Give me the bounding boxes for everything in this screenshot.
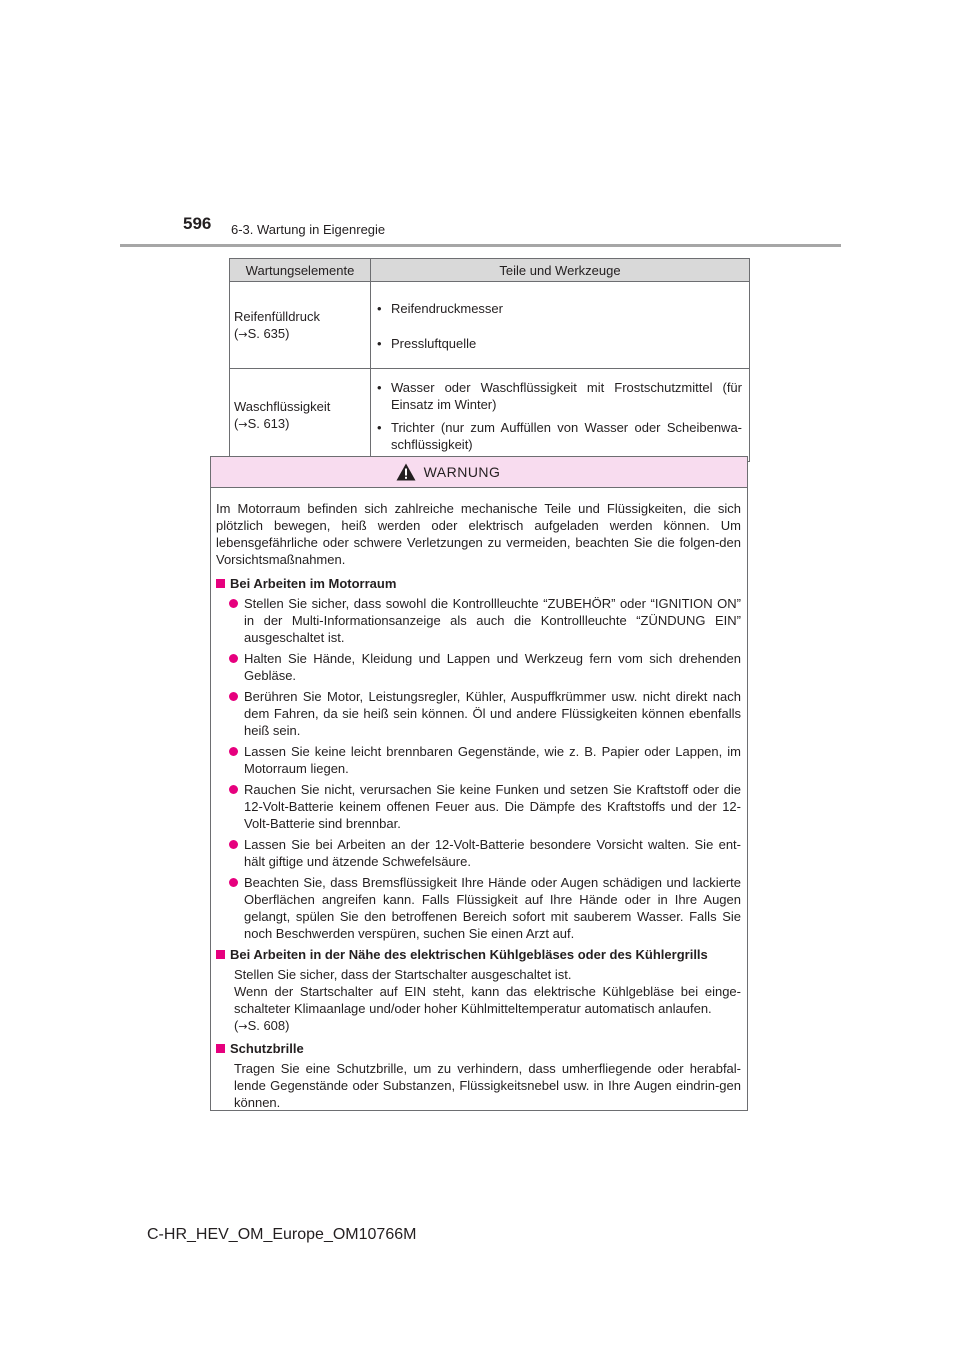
circle-bullet-icon	[229, 747, 238, 756]
table-cell-tools	[371, 369, 750, 462]
warning-box	[210, 456, 748, 1111]
warning-point: Halten Sie Hände, Kleidung und Lappen und Werkzeug fern vom sich drehenden Gebläse.	[229, 650, 741, 684]
circle-bullet-icon	[229, 692, 238, 701]
warning-point: Rauchen Sie nicht, verursachen Sie keine Funken und setzen Sie Kraftstoff oder die 12-Volt-Batterie keinem offenen Feuer aus. Die Dämpfe des Kraftstoffs und der 12-Volt-Batterie sind brennbar.	[229, 781, 741, 832]
bullet-icon: •	[377, 420, 382, 435]
circle-bullet-icon	[229, 840, 238, 849]
item-page-reference: (→S. 635)	[234, 325, 290, 341]
list-item: • Pressluftquelle	[377, 336, 477, 351]
warning-section-heading: Bei Arbeiten im Motorraum	[216, 575, 741, 592]
warning-point: Berühren Sie Motor, Leistungsregler, Kühler, Auspuffkrümmer usw. nicht direkt nach dem Fahren, da sie heiß sein können. Öl und andere Flüssigkeiten können ebenfalls heiß sein.	[229, 688, 741, 739]
list-item: • Trichter (nur zum Auffüllen von Wasser oder Scheibenwa-schflüssigkeit)	[377, 420, 742, 452]
arrow-right-icon: →	[238, 417, 248, 431]
table-header-row	[230, 259, 750, 282]
circle-bullet-icon	[229, 599, 238, 608]
section-title: 6-3. Wartung in Eigenregie	[231, 222, 386, 237]
item-name: Reifenfülldruck	[234, 308, 320, 324]
column-header-items: Wartungselemente	[230, 259, 371, 282]
bullet-icon: •	[377, 380, 382, 395]
bullet-icon: •	[377, 336, 382, 351]
warning-triangle-icon	[396, 463, 416, 481]
warning-title: WARNUNG	[423, 464, 501, 480]
header-divider	[120, 244, 841, 247]
warning-point: Lassen Sie bei Arbeiten an der 12-Volt-Batterie besondere Vorsicht walten. Sie ent-hält giftige und ätzende Schwefelsäure.	[229, 836, 741, 870]
page-number: 596	[183, 214, 212, 233]
item-page-reference: (→S. 613)	[234, 415, 290, 431]
warning-point: Beachten Sie, dass Bremsflüssigkeit Ihre Hände oder Augen schädigen und lackierte Oberflächen angreifen kann. Falls Flüssigkeit auf Ihre Hände oder in Ihre Augen gelangt, spülen Sie den betroffenen Bereich sofort mit sauberem Wasser. Falls Sie noch Beschwerden verspüren, suchen Sie einen Arzt auf.	[229, 874, 741, 942]
warning-section-heading: Schutzbrille	[216, 1040, 741, 1057]
square-bullet-icon	[216, 579, 225, 588]
bullet-icon: •	[377, 301, 382, 316]
list-item: • Wasser oder Waschflüssigkeit mit Frostschutzmittel (für Einsatz im Winter)	[377, 380, 742, 412]
warning-intro: Im Motorraum befinden sich zahlreiche mechanische Teile und Flüssigkeiten, die sich plötzlich bewegen, heiß werden oder elektrisch aufgeladen werden können. Um lebensgefährliche oder schwere Verletzungen zu vermeiden, beachten Sie die folgen-den Vorsichtsmaßnahmen.	[216, 501, 741, 567]
table-cell-item	[230, 282, 371, 369]
table-cell-item	[230, 369, 371, 462]
circle-bullet-icon	[229, 785, 238, 794]
arrow-right-icon: →	[238, 327, 248, 341]
warning-section-heading: Bei Arbeiten in der Nähe des elektrischen Kühlgebläses oder des Kühlergrills	[216, 946, 741, 963]
warning-header	[211, 457, 747, 488]
warning-point: Stellen Sie sicher, dass sowohl die Kontrollleuchte “ZUBEHÖR” oder “IGNITION ON” in der Multi-Informationsanzeige als auch die Kontrollleuchte “ZÜNDUNG EIN” ausgeschaltet ist.	[229, 595, 741, 646]
circle-bullet-icon	[229, 654, 238, 663]
circle-bullet-icon	[229, 878, 238, 887]
column-header-tools: Teile und Werkzeuge	[371, 259, 750, 282]
table-row	[230, 369, 750, 462]
warning-point: Lassen Sie keine leicht brennbaren Gegenstände, wie z. B. Papier oder Lappen, im Motorraum liegen.	[229, 743, 741, 777]
warning-body	[211, 488, 747, 1111]
item-name: Waschflüssigkeit	[234, 398, 331, 414]
warning-section-text: Tragen Sie eine Schutzbrille, um zu verhindern, dass umherfliegende oder herabfal-lende Gegenstände oder Substanzen, Flüssigkeitsnebel usw. in Ihre Augen eindrin-gen können.	[234, 1061, 741, 1110]
list-item: • Reifendruckmesser	[377, 301, 503, 316]
square-bullet-icon	[216, 950, 225, 959]
table-row	[230, 282, 750, 369]
arrow-right-icon: →	[238, 1020, 248, 1033]
maintenance-table	[229, 258, 750, 462]
warning-section-text: Stellen Sie sicher, dass der Startschalter ausgeschaltet ist. Wenn der Startschalter auf EIN steht, kann das elektrische Kühlgebläse bei einge-schalteter Klimaanlage und/oder hoher Kühlmitteltemperatur automatisch anlaufen. (→S. 608)	[234, 967, 741, 1033]
footer-document-id: C-HR_HEV_OM_Europe_OM10766M	[147, 1226, 417, 1243]
table-cell-tools	[371, 282, 750, 369]
square-bullet-icon	[216, 1044, 225, 1053]
